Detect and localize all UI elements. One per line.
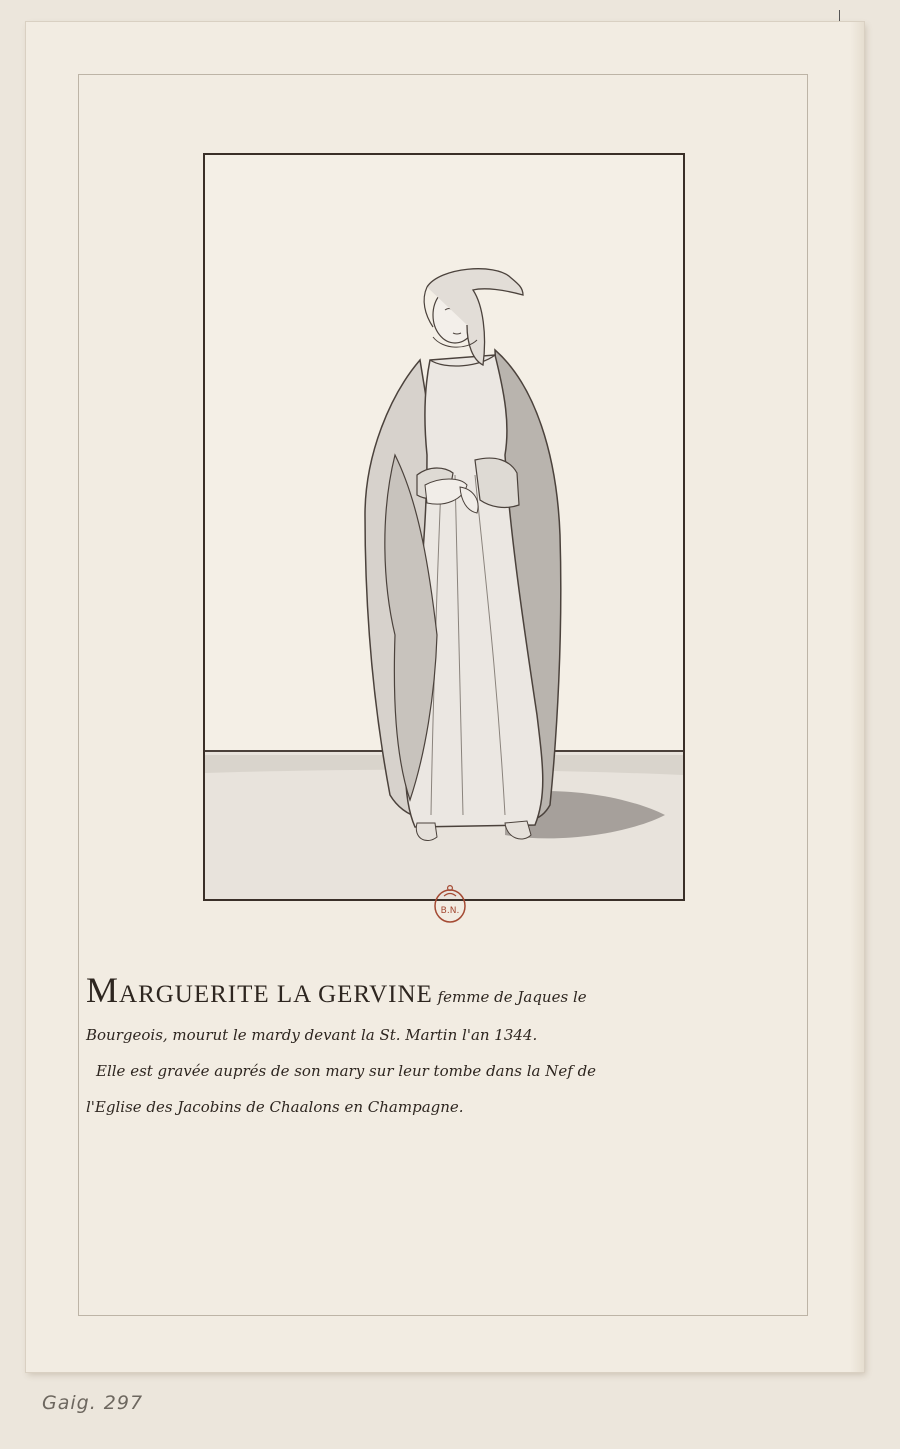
shelfmark: Gaig. 297	[42, 1392, 144, 1414]
library-stamp	[433, 884, 467, 924]
name-rest: ARGUERITE LA GERVINE	[119, 981, 433, 1008]
caption-line-1-rest: femme de Jaques le	[437, 988, 587, 1006]
caption-line-1	[86, 970, 816, 1017]
figure-drawing	[205, 155, 683, 899]
stamp-text: B.N.	[440, 906, 460, 916]
drawing-plate	[203, 153, 685, 901]
name-initial: M	[86, 970, 120, 1010]
caption-line-2: Bourgeois, mourut le mardy devant la St. Martin l'an 1344.	[86, 1026, 538, 1044]
subject-name	[86, 970, 433, 1010]
caption	[86, 970, 816, 1125]
album-sheet	[26, 22, 864, 1372]
caption-line-3: Elle est gravée auprés de son mary sur leur tombe dans la Nef de	[96, 1062, 597, 1080]
caption-line-4: l'Eglise des Jacobins de Chaalons en Champagne.	[86, 1098, 464, 1116]
sheet-edge-shadow	[850, 22, 864, 1372]
